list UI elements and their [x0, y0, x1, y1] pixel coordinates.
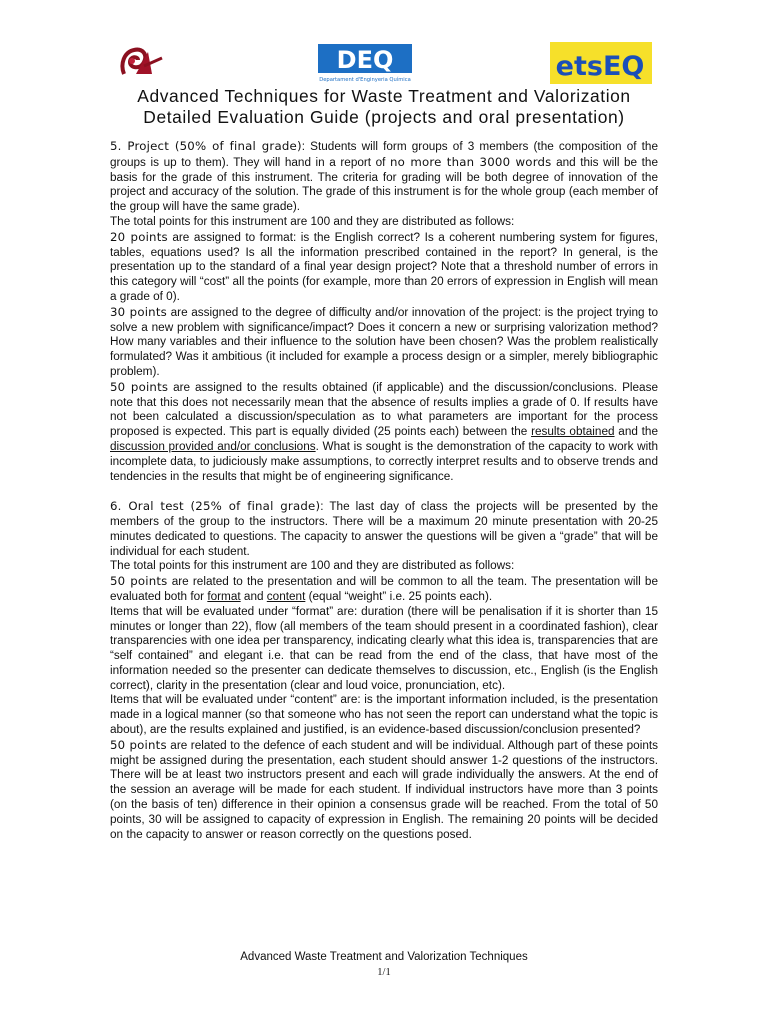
- project-intro: 5. Project (50% of final grade): Students will form groups of 3 members (the composition of the groups is up to them). They will hand in a report of no more than 3000 words and this will be the basis for the grade of this instrument. The criteria for grading will be both degree of innovation of the project and accuracy of the solution. The grade of this instrument is for the whole group (each member of the group will have the same grade).: [110, 139, 658, 214]
- oral-team-criterion: 50 points are related to the presentation and will be common to all the team. The presentation will be evaluated both for format and content (equal “weight” i.e. 25 points each).: [110, 574, 659, 603]
- etseq-logo: [550, 42, 652, 84]
- project-format-criterion: 20 points are assigned to format: is the English correct? Is a coherent numbering system for figures, tables, equations used? Is all the information prescribed contained in the report? In general, is the presentation up to the standard of a final year design project? Note that a threshold number of errors in this category will “cost” all the points (for example, more than 20 errors of expression in English will mean a grade of 0).: [110, 229, 659, 303]
- oral-heading: 6. Oral test (25% of final grade): [110, 499, 321, 514]
- document-subtitle: Detailed Evaluation Guide (projects and oral presentation): [143, 107, 625, 127]
- footer-title: Advanced Waste Treatment and Valorization Techniques: [240, 951, 528, 963]
- etseq-logo-text: etsEQ: [555, 51, 645, 82]
- oral-defence-criterion: 50 points are related to the defence of each student and will be individual. Although part of these points might be assigned during the presentation, each student should answer 1-2 questions of the instructors. There will be at least two instructors present and each will grade individually the answers. At the end of the session an average will be made for each student. If individual instructors have more than 3 points (on the basis of ten) difference in their opinion a consensus grade will be reached. From the total of 50 points, 30 will be assigned to capacity of expression in English. The remaining 20 points will be decided on the capacity to answer or reason correctly on the questions posed.: [110, 737, 658, 841]
- deq-logo: [318, 44, 412, 84]
- document-title: Advanced Techniques for Waste Treatment and Valorization: [137, 86, 631, 106]
- page-number: 1/1: [377, 967, 391, 978]
- project-total: The total points for this instrument are 100 and they are distributed as follows:: [110, 214, 515, 228]
- word-limit: no more than 3000 words: [390, 154, 552, 169]
- deq-logo-text: DEQ: [336, 46, 394, 74]
- oral-content-items: Items that will be evaluated under “content” are: is the important information included, is the presentation made in a logical manner (so that someone who has not seen the report can understand what the topic is about), are the results explained and justified, is an evidence-based discussion/conclusion presented?: [110, 693, 658, 737]
- university-logo: [118, 44, 164, 82]
- document-body: [110, 139, 658, 842]
- oral-intro: 6. Oral test (25% of final grade): The last day of class the projects will be presented by the members of the group to the instructors. There will be a maximum 20 minute presentation with 20-25 minutes dedicated to questions. The capacity to answer the questions will be given a “grade” that will be individual for each student.: [110, 499, 659, 558]
- project-heading: 5. Project (50% of final grade): [110, 139, 302, 153]
- deq-logo-subtext: Departament d'Enginyeria Química: [319, 77, 411, 83]
- oral-format-items: Items that will be evaluated under “format” are: duration (there will be penalisation if it is shorter than 15 minutes or longer than 22), flow (all members of the team should present in a coordinated fashion), clear transparencies with one idea per transparency, indicating clearly what this idea is, transparencies that are “self contained” and elegant i.e. that can be read from the end of the class, that have most of the information needed so the presenter can dedicate themselves to discussion, etc., English (is the English correct), clarity in the presentation (clear and loud voice, pronunciation, etc).: [110, 604, 658, 692]
- project-innovation-criterion: 30 points are assigned to the degree of difficulty and/or innovation of the project: is the project trying to solve a new problem with significance/impact? Does it concern a new or surprising valorization method? How many variables and their influence to the solution have been chosen? Was the problem realistically formulated? Was it ambitious (it included for example a process design or a simpler, merely bibliographic problem).: [110, 304, 659, 378]
- oral-total: The total points for this instrument are 100 and they are distributed as follows:: [110, 559, 515, 573]
- project-results-criterion: 50 points are assigned to the results obtained (if applicable) and the discussion/conclusions. Please note that this does not necessarily mean that the absence of results implies a grade of 0. If results have not been calculated a discussion/speculation as to what parameters are important for the process proposed is expected. This part is equally divided (25 points each) between the results obtained and the discussion provided and/or conclusions. What is sought is the demonstration of the capacity to work with incomplete data, to judiciously make assumptions, to correctly interpret results and to observe trends and tendencies in the results that might be of engineering significance.: [110, 379, 658, 483]
